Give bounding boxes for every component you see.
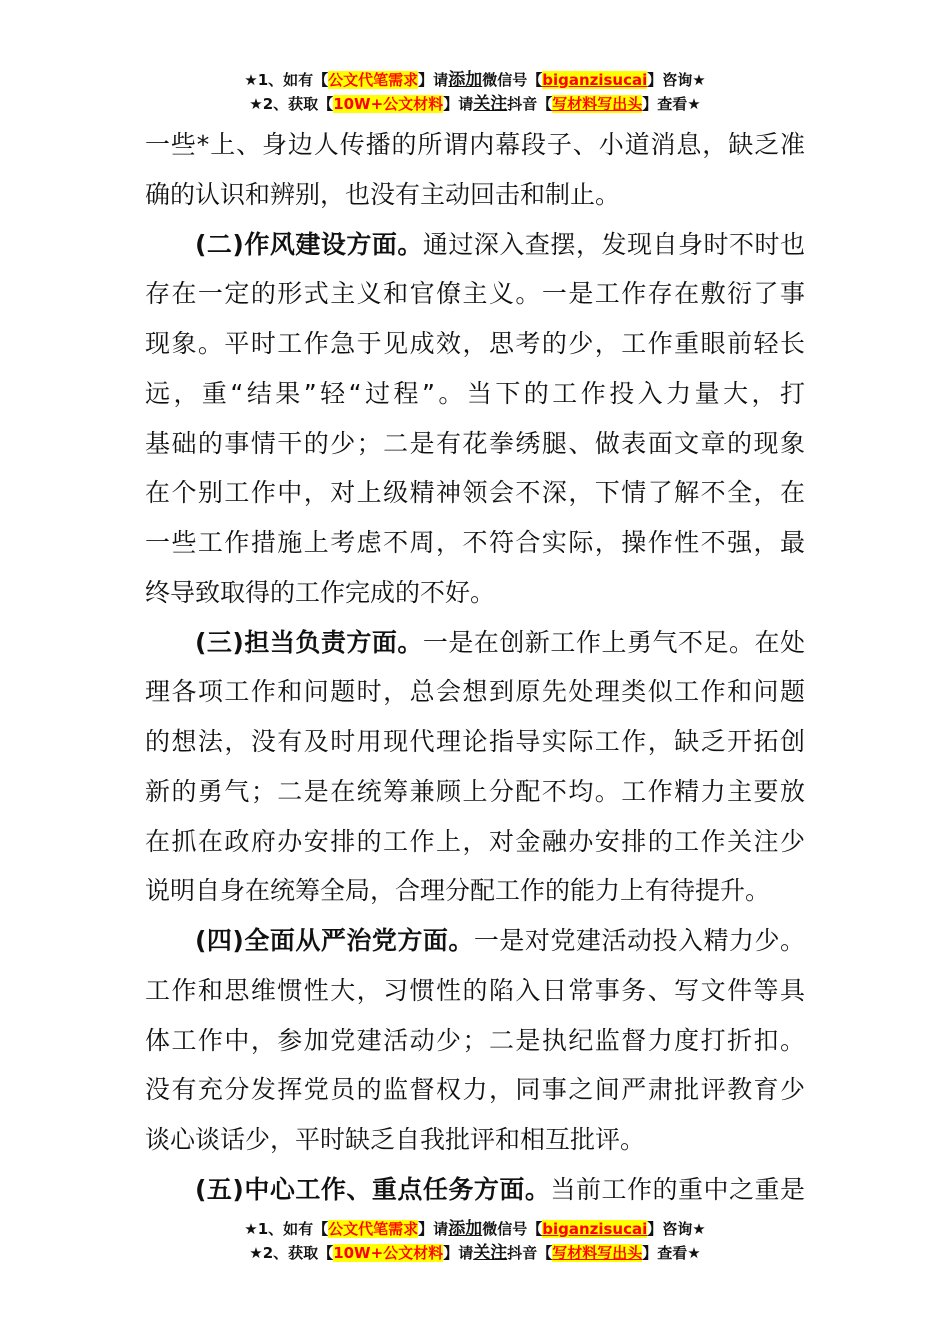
document-body (145, 120, 805, 1215)
line-text: 基础的事情干的少；二是有花拳绣腿、做表面文章的现象 (145, 428, 805, 458)
banner-text: ★2、获取【 (249, 1244, 334, 1262)
banner-text: ★2、获取【 (249, 95, 334, 113)
text-line (145, 468, 805, 518)
footer-banner (0, 1217, 950, 1265)
banner-text: 抖音【 (507, 1244, 553, 1262)
text-line (145, 916, 805, 966)
emphasis-follow: 关注 (473, 1243, 508, 1263)
emphasis-follow: 关注 (473, 94, 508, 114)
line-text: 谈心谈话少，平时缺乏自我批评和相互批评。 (145, 1125, 646, 1154)
banner-line-2 (0, 92, 950, 116)
highlight-materials: 10W+公文材料 (333, 1244, 444, 1262)
line-text: 终导致取得的工作完成的不好。 (145, 577, 496, 607)
banner-text: 微信号【 (482, 71, 543, 89)
text-line (145, 269, 805, 319)
banner-line-1 (0, 68, 950, 92)
line-text: 远，重“结果”轻“过程”。当下的工作投入力量大，打 (145, 378, 805, 408)
banner-text: 】咨询★ (647, 1220, 706, 1238)
banner-text: ★1、如有【 (244, 71, 329, 89)
text-line (145, 319, 805, 369)
text-line (145, 220, 805, 270)
line-text: 现象。平时工作急于见成效，思考的少，工作重眼前轻长 (145, 329, 805, 358)
text-line (145, 369, 805, 419)
text-line (145, 1065, 805, 1115)
line-text: 一些*上、身边人传播的所谓内幕段子、小道消息，缺乏准 (145, 130, 805, 159)
banner-line-1 (0, 1217, 950, 1241)
wechat-id: biganzisucai (542, 71, 648, 89)
text-line (145, 518, 805, 568)
banner-text: 】请 (443, 1244, 474, 1262)
text-line (145, 419, 805, 469)
banner-text: 】请 (443, 95, 474, 113)
wechat-id: biganzisucai (542, 1220, 648, 1238)
section-heading: (三)担当负责方面。 (195, 627, 423, 657)
line-text: 一是在创新工作上勇气不足。在处 (422, 627, 805, 657)
emphasis-add: 添加 (448, 70, 483, 90)
banner-line-2 (0, 1241, 950, 1265)
line-text: 确的认识和辨别，也没有主动回击和制止。 (145, 179, 621, 209)
line-text: 一是对党建活动投入精力少。 (473, 926, 805, 955)
line-text: 一些工作措施上考虑不周，不符合实际，操作性不强，最 (145, 528, 805, 557)
line-text: 在个别工作中，对上级精神领会不深，下情了解不全，在 (145, 478, 805, 508)
text-line (145, 866, 805, 916)
banner-text: 】请 (418, 1220, 449, 1238)
text-line (145, 966, 805, 1016)
line-text: 存在一定的形式主义和官僚主义。一是工作存在敷衍了事 (145, 279, 805, 309)
text-line (145, 1165, 805, 1215)
line-text: 当前工作的重中之重是 (550, 1174, 805, 1204)
banner-text: 】查看★ (642, 95, 701, 113)
text-line (145, 717, 805, 767)
text-line (145, 667, 805, 717)
highlight-materials: 10W+公文材料 (333, 95, 444, 113)
text-line (145, 1115, 805, 1165)
header-banner (0, 68, 950, 116)
line-text: 工作和思维惯性大，习惯性的陷入日常事务、写文件等具 (145, 975, 805, 1005)
banner-text: ★1、如有【 (244, 1220, 329, 1238)
line-text: 新的勇气；二是在统筹兼顾上分配不均。工作精力主要放 (145, 776, 805, 806)
line-text: 体工作中，参加党建活动少；二是执纪监督力度打折扣。 (145, 1025, 805, 1055)
text-line (145, 817, 805, 867)
section-heading: (二)作风建设方面。 (195, 229, 423, 259)
text-line (145, 1016, 805, 1066)
banner-text: 微信号【 (482, 1220, 543, 1238)
highlight-service: 公文代笔需求 (328, 71, 419, 89)
text-line (145, 618, 805, 668)
banner-text: 】查看★ (642, 1244, 701, 1262)
douyin-account: 写材料写出头 (552, 95, 643, 113)
banner-text: 抖音【 (507, 95, 553, 113)
line-text: 没有充分发挥党员的监督权力，同事之间严肃批评教育少 (145, 1075, 805, 1105)
section-heading: (四)全面从严治党方面。 (195, 926, 474, 955)
text-line (145, 568, 805, 618)
douyin-account: 写材料写出头 (552, 1244, 643, 1262)
line-text: 在抓在政府办安排的工作上，对金融办安排的工作关注少 (145, 826, 805, 856)
banner-text: 】咨询★ (647, 71, 706, 89)
emphasis-add: 添加 (448, 1219, 483, 1239)
section-heading: (五)中心工作、重点任务方面。 (195, 1174, 551, 1204)
text-line (145, 170, 805, 220)
line-text: 理各项工作和问题时，总会想到原先处理类似工作和问题 (145, 677, 805, 707)
line-text: 说明自身在统筹全局，合理分配工作的能力上有待提升。 (145, 876, 771, 906)
banner-text: 】请 (418, 71, 449, 89)
highlight-service: 公文代笔需求 (328, 1220, 419, 1238)
text-line (145, 120, 805, 170)
line-text: 的想法，没有及时用现代理论指导实际工作，缺乏开拓创 (145, 727, 805, 756)
line-text: 通过深入查摆，发现自身时不时也 (422, 229, 805, 259)
text-line (145, 767, 805, 817)
